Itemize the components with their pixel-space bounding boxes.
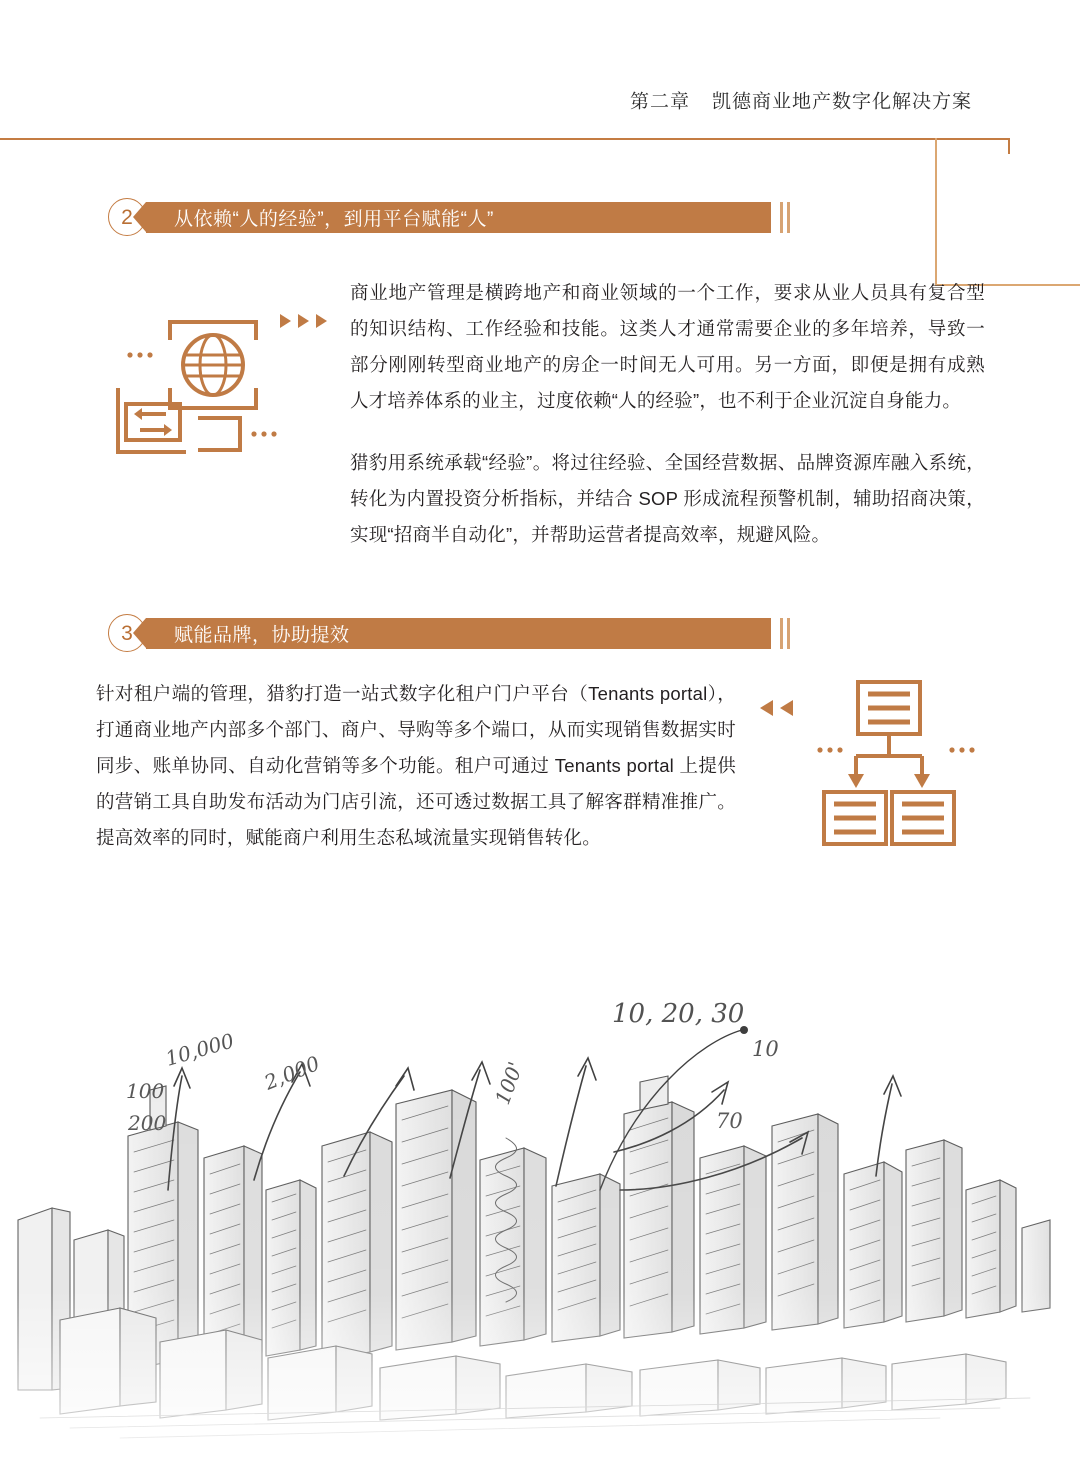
section-2-paragraph-1: 商业地产管理是横跨地产和商业领域的一个工作，要求从业人员具有复合型的知识结构、工作经验和技能。这类人才通常需要企业的多年培养，导致一部分刚刚转型商业地产的房企一时间无人可用。另一方面，即便是拥有成熟人才培养体系的业主，过度依赖“人的经验”，也不利于企业沉淀自身能力。 (350, 282, 985, 411)
arrow-right-triplet-icon (280, 314, 327, 328)
city-sketch-svg (0, 890, 1080, 1465)
city-skyline-sketch-illustration (0, 890, 1080, 1465)
section-2-paragraph-2: 猎豹用系统承载“经验”。将过往经验、全国经营数据、品牌资源库融入系统，转化为内置投资分析指标，并结合 SOP 形成流程预警机制，辅助招商决策，实现“招商半自动化”，并帮助运营者提高效率，规避风险。 (350, 452, 985, 545)
section-2-heading-bar (146, 202, 771, 233)
decorative-corner-bracket (935, 138, 1080, 286)
globe-network-glyph (108, 300, 298, 475)
section-3-paragraph-1: 针对租户端的管理，猎豹打造一站式数字化租户门户平台（Tenants portal），打通商业地产内部多个部门、商户、导购等多个端口，从而实现销售数据实时同步、账单协同、自动化营销等多个功能。租户可通过 Tenants portal 上提供的营销工具自助发布活动为门店引流，还可透过数据工具了解客群精准推广。提高效率的同时，赋能商户利用生态私域流量实现销售转化。 (96, 683, 736, 848)
section-2-number: 2 (108, 198, 146, 236)
header-title (630, 87, 972, 114)
globe-network-icon (108, 300, 298, 475)
header-chapter-label: 第二章 (629, 91, 690, 113)
section-3-heading-ticks (780, 618, 790, 649)
header-divider-rule (0, 138, 1010, 140)
section-2-heading-ticks (780, 202, 790, 233)
section-3-heading-bar (146, 618, 771, 649)
section-3-number: 3 (108, 614, 146, 652)
section-2-heading-text: 从依赖“人的经验”，到用平台赋能“人” (174, 209, 494, 230)
page-header (0, 0, 1080, 150)
flowchart-icon (800, 678, 1000, 853)
flowchart-glyph (800, 678, 1000, 858)
arrow-left-triplet-icon (760, 700, 793, 716)
section-3-heading-text: 赋能品牌，协助提效 (174, 625, 350, 646)
header-chapter-title: 凯德商业地产数字化解决方案 (711, 91, 972, 113)
